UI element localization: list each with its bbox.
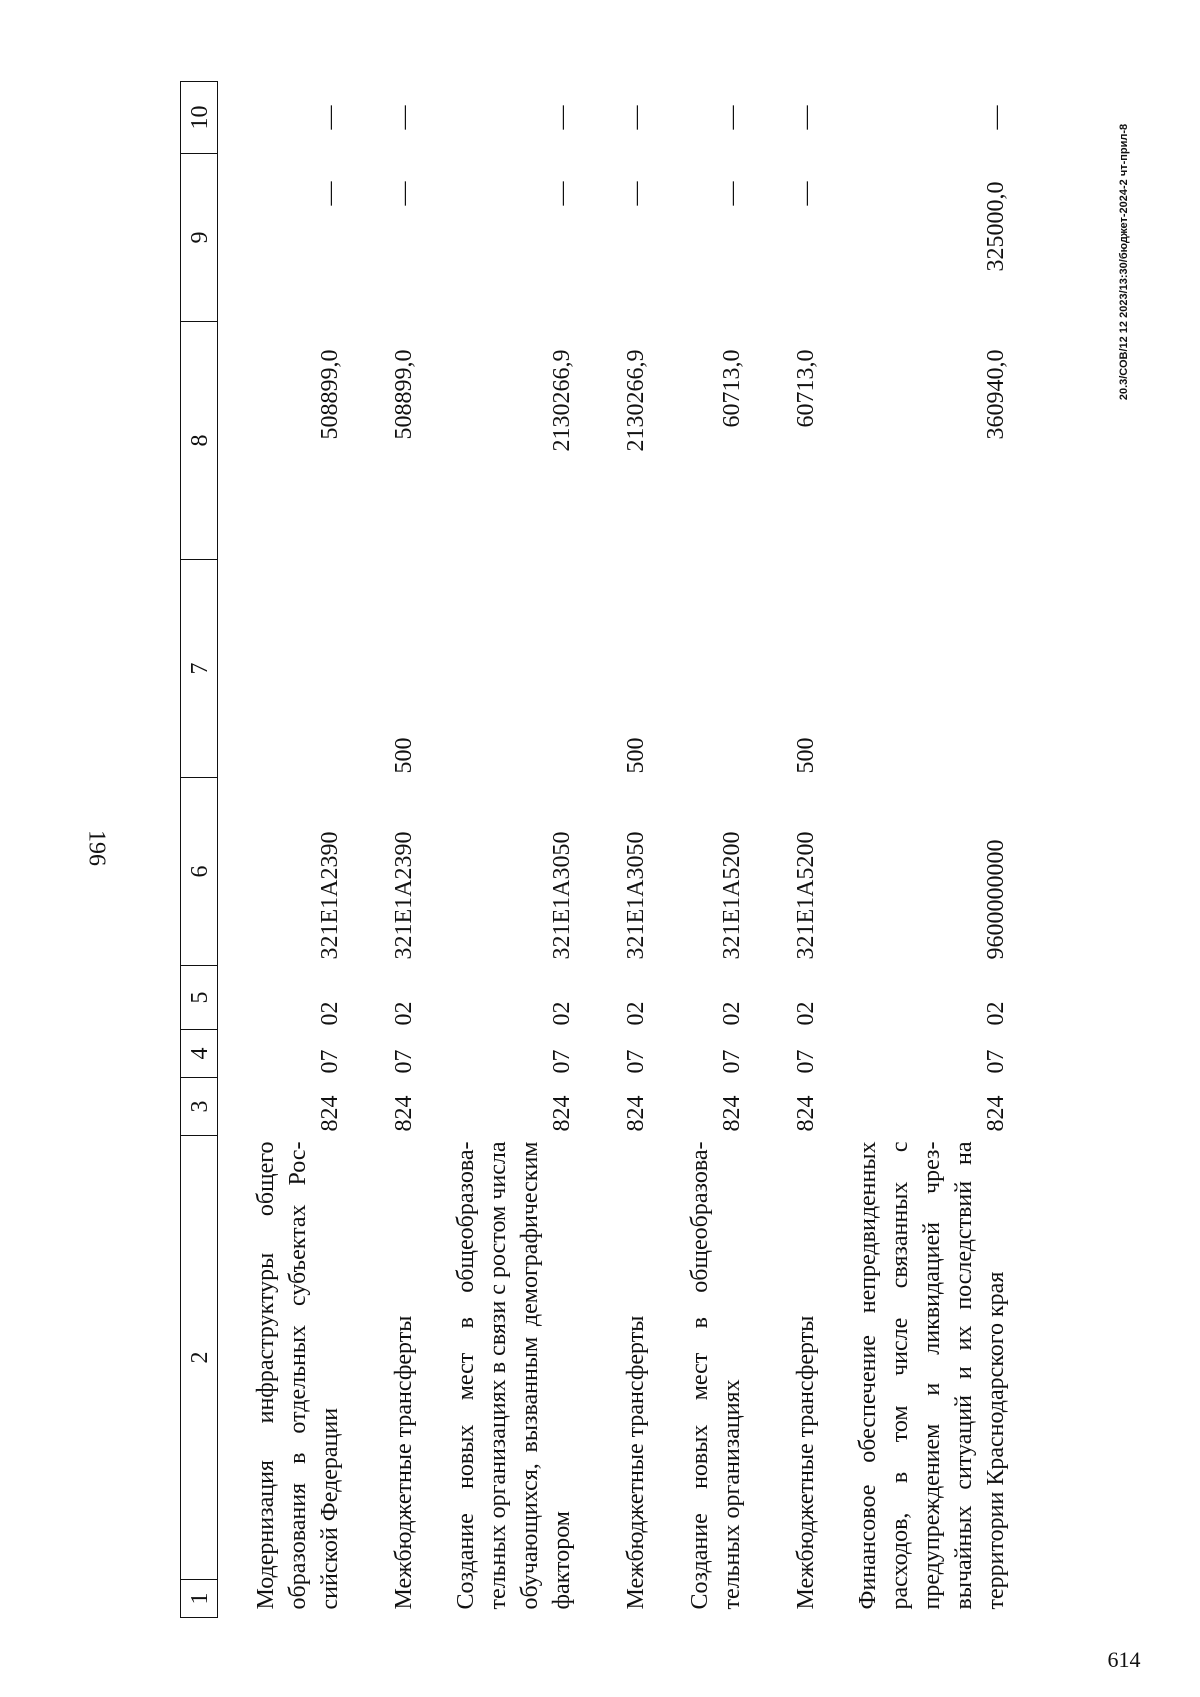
target-article-code: 321E1A5200 [792, 831, 819, 960]
section-code: 07 [622, 1049, 649, 1074]
target-article-code: 321E1A5200 [718, 831, 745, 960]
subsection-code: 02 [390, 1001, 417, 1026]
column-header: 10 [181, 82, 218, 154]
table-row [420, 82, 578, 1618]
subsection-code: 02 [316, 1001, 343, 1026]
ministry-code: 824 [390, 1095, 417, 1132]
target-article-code: 321E1A3050 [548, 831, 575, 960]
section-code: 07 [718, 1049, 745, 1074]
amount-col10: — [316, 105, 343, 130]
amount-col9: — [718, 181, 745, 206]
amount-col8: 360940,0 [982, 349, 1009, 440]
target-article-code: 9600000000 [982, 839, 1009, 960]
column-number-row [181, 82, 218, 1618]
ministry-code: 824 [622, 1095, 649, 1132]
expense-name: Межбюджетные трансферты [390, 1315, 417, 1610]
subsection-code: 02 [548, 1001, 575, 1026]
document-file-reference: 20.3/СОВ/12 12 2023/13:30/бюджет-2024-2 чт-прил-8 [1118, 123, 1130, 401]
amount-col10: — [622, 105, 649, 130]
column-header: 5 [181, 966, 218, 1030]
budget-table [180, 81, 1012, 1618]
column-header: 6 [181, 778, 218, 966]
expense-type-code: 500 [792, 737, 819, 774]
expense-name: Модернизация инфраструктуры общего образования в отдельных субъектах Российской Федерации [252, 1141, 343, 1610]
column-header: 1 [181, 1580, 218, 1618]
column-header: 3 [181, 1078, 218, 1136]
table-row [578, 82, 652, 1618]
ministry-code: 824 [982, 1095, 1009, 1132]
expense-type-code [822, 560, 1012, 778]
subsection-code: 02 [982, 1001, 1009, 1026]
table-row [652, 82, 748, 1618]
column-header: 4 [181, 1030, 218, 1078]
section-code: 07 [390, 1049, 417, 1074]
section-code: 07 [548, 1049, 575, 1074]
amount-col10: — [982, 105, 1009, 130]
amount-col8: 508899,0 [390, 349, 417, 440]
ministry-code: 824 [548, 1095, 575, 1132]
expense-name: Межбюджетные трансферты [792, 1315, 819, 1610]
column-header: 7 [181, 560, 218, 778]
target-article-code: 321E1A3050 [622, 831, 649, 960]
amount-col9: — [390, 181, 417, 206]
section-code: 07 [792, 1049, 819, 1074]
ministry-code: 824 [718, 1095, 745, 1132]
table-row [218, 82, 346, 1618]
amount-col10: — [548, 105, 575, 130]
expense-type-code: 500 [622, 737, 649, 774]
expense-type-code [652, 560, 748, 778]
amount-col8: 508899,0 [316, 349, 343, 440]
amount-col9: 325000,0 [982, 181, 1009, 272]
table-row [346, 82, 420, 1618]
subsection-code: 02 [718, 1001, 745, 1026]
section-code: 07 [316, 1049, 343, 1074]
expense-name: Создание новых мест в общеобразовательных организациях [686, 1141, 745, 1610]
subsection-code: 02 [792, 1001, 819, 1026]
amount-col8: 60713,0 [792, 349, 819, 428]
page-number: 614 [1107, 1647, 1141, 1672]
expense-type-code [218, 560, 346, 778]
amount-col9: — [548, 181, 575, 206]
amount-col9: — [316, 181, 343, 206]
amount-col10: — [718, 105, 745, 130]
ministry-code: 824 [792, 1095, 819, 1132]
amount-col10: — [390, 105, 417, 130]
amount-col9: — [792, 181, 819, 206]
expense-name: Финансовое обеспечение непредвиденных расходов, в том числе связанных с предупреждением и ликвидацией чрезвычайных ситуаций и их последствий на территории Краснодарского края [854, 1141, 1009, 1610]
column-header: 8 [181, 322, 218, 560]
column-header: 2 [181, 1136, 218, 1580]
amount-col8: 2130266,9 [548, 349, 575, 452]
amount-col9: — [622, 181, 649, 206]
table-row [822, 82, 1012, 1618]
amount-col8: 2130266,9 [622, 349, 649, 452]
expense-name: Создание новых мест в общеобразовательных организациях в связи с ростом числа обучающихся, вызванным демографическим фактором [452, 1141, 575, 1610]
amount-col10: — [792, 105, 819, 130]
subsection-code: 02 [622, 1001, 649, 1026]
ministry-code: 824 [316, 1095, 343, 1132]
expense-name: Межбюджетные трансферты [622, 1315, 649, 1610]
budget-table-container [180, 82, 1020, 1618]
amount-col8: 60713,0 [718, 349, 745, 428]
target-article-code: 321E1A2390 [390, 831, 417, 960]
column-header: 9 [181, 154, 218, 322]
page-header-number: 196 [83, 830, 110, 866]
table-row [748, 82, 822, 1618]
expense-type-code [420, 560, 578, 778]
target-article-code: 321E1A2390 [316, 831, 343, 960]
expense-type-code: 500 [390, 737, 417, 774]
section-code: 07 [982, 1049, 1009, 1074]
